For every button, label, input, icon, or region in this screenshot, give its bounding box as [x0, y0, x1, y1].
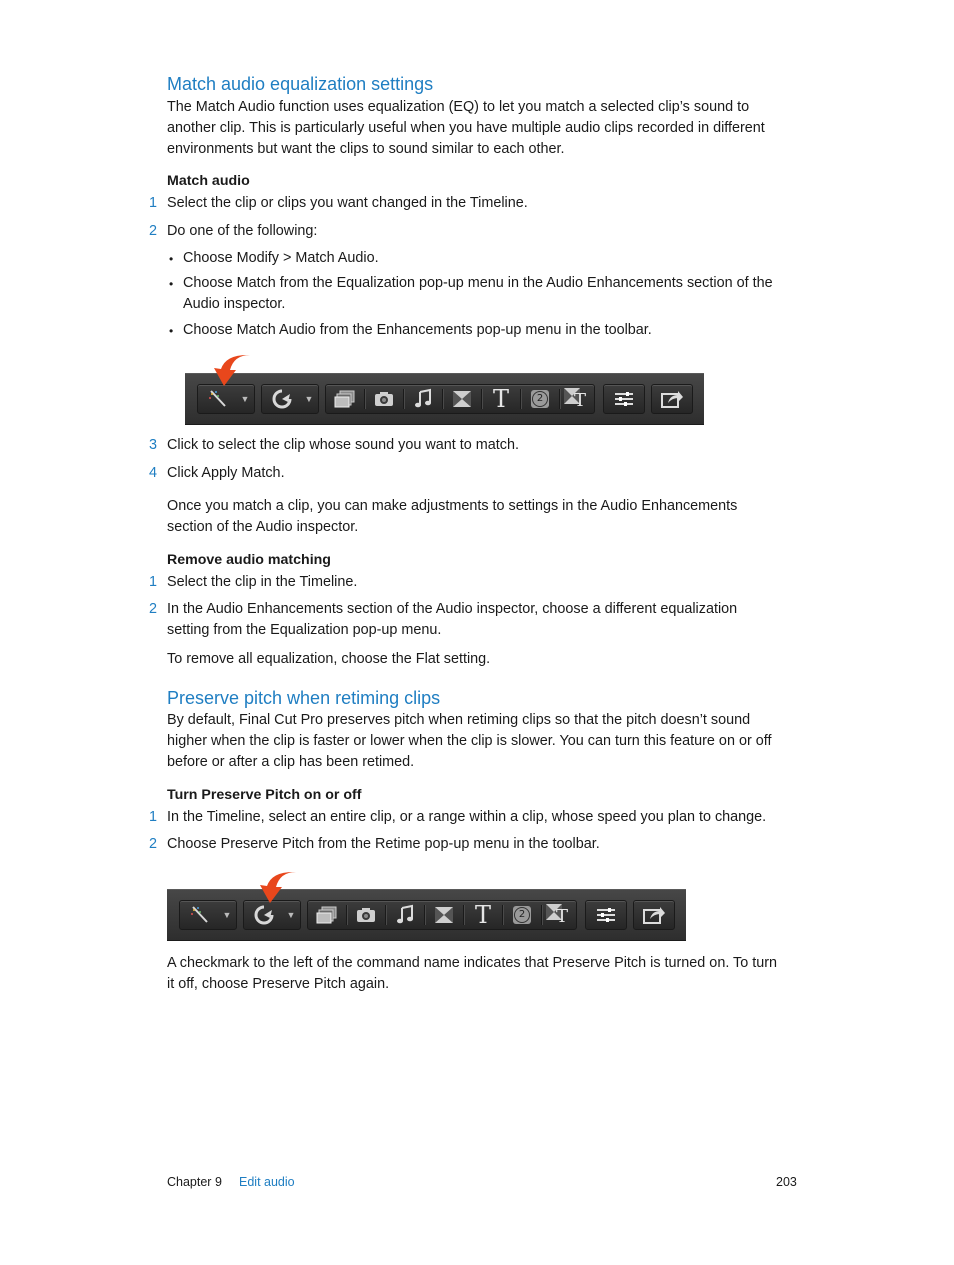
- generators-icon: [503, 901, 541, 929]
- footer-page-number: 203: [776, 1175, 797, 1189]
- step-number: 2: [149, 836, 158, 852]
- step-line: setting from the Equalization pop-up menu.: [167, 621, 442, 638]
- closing-line: it off, choose Preserve Pitch again.: [167, 975, 390, 992]
- section-heading-match-audio: Match audio equalization settings: [167, 74, 434, 94]
- step-text: Click Apply Match.: [167, 465, 285, 481]
- step-text: [167, 599, 797, 641]
- bullet-line: Choose Modify > Match Audio.: [183, 250, 379, 266]
- step-number: 2: [149, 223, 158, 239]
- retime-icon: [262, 385, 302, 413]
- footer-chapter-title[interactable]: Edit audio: [239, 1175, 295, 1189]
- chevron-down-icon: ▼: [286, 910, 296, 920]
- photos-icon: [365, 385, 403, 413]
- media-browser-group: [325, 384, 595, 414]
- step-number: 4: [149, 465, 158, 481]
- chevron-down-icon: ▼: [240, 394, 250, 404]
- bullet: •: [169, 252, 174, 266]
- section-heading-preserve-pitch: Preserve pitch when retiming clips: [167, 688, 441, 708]
- note-line: section of the Audio inspector.: [167, 518, 359, 535]
- chevron-down-icon: ▼: [304, 394, 314, 404]
- intro-line: environments but want the clips to sound similar to each other.: [167, 140, 565, 157]
- intro-line: The Match Audio function uses equalization (EQ) to let you match a selected clip’s sound to: [167, 99, 750, 115]
- footer-chapter-label: Chapter 9: [167, 1175, 222, 1189]
- intro-line: another clip. This is particularly useful when you have multiple audio clips recorded in different: [167, 119, 765, 136]
- themes-title-glyph: T: [574, 390, 587, 411]
- retime-popup: [261, 384, 319, 414]
- note-line: Once you match a clip, you can make adjustments to settings in the Audio Enhancements: [167, 498, 738, 514]
- step-number: 3: [149, 437, 158, 453]
- toolbar-screenshot-enhancements: [185, 373, 704, 425]
- closing-line: A checkmark to the left of the command name indicates that Preserve Pitch is turned on. To turn: [167, 955, 778, 971]
- callout-arrow-icon: [258, 869, 298, 907]
- inspector-icon: [587, 901, 625, 929]
- themes-icon: [558, 385, 594, 413]
- intro-line: higher when the clip is faster or lower when the clip is slower. You can turn this feature on or off: [167, 732, 772, 749]
- step-text: [167, 572, 797, 593]
- music-icon: [404, 385, 442, 413]
- enhancements-popup: [179, 900, 237, 930]
- generator-counter: 2: [532, 391, 548, 407]
- bullet-text: [183, 248, 798, 269]
- step-text: In the Timeline, select an entire clip, or a range within a clip, whose speed you plan to change.: [167, 809, 767, 825]
- step-number: 1: [149, 809, 158, 825]
- generator-counter: 2: [514, 907, 530, 923]
- bullet-text: [183, 273, 798, 315]
- bullet: •: [169, 277, 174, 291]
- step-text: Do one of the following:: [167, 223, 318, 239]
- inspector-icon: [605, 385, 643, 413]
- intro-line: By default, Final Cut Pro preserves pitch when retiming clips so that the pitch doesn’t sound: [167, 712, 751, 728]
- step-number: 1: [149, 195, 158, 211]
- transitions-icon: [425, 901, 463, 929]
- share-icon: [635, 901, 673, 929]
- generators-icon: [521, 385, 559, 413]
- share-button: [651, 384, 693, 414]
- bullet-text: [183, 320, 798, 341]
- browser-icon: [326, 385, 364, 413]
- bullet-line: Audio inspector.: [183, 295, 286, 312]
- bullet-line: Choose Match from the Equalization pop-up menu in the Audio Enhancements section of the: [183, 275, 773, 291]
- themes-icon: [540, 901, 576, 929]
- closing-paragraph: [167, 953, 797, 995]
- photos-icon: [347, 901, 385, 929]
- inspector-button: [603, 384, 645, 414]
- remove-note: To remove all equalization, choose the Flat setting.: [167, 651, 491, 667]
- bullet: •: [169, 324, 174, 338]
- step-text: Click to select the clip whose sound you want to match.: [167, 437, 519, 453]
- inspector-button: [585, 900, 627, 930]
- music-icon: [386, 901, 424, 929]
- task-title-match-audio: Match audio: [167, 173, 250, 189]
- transitions-icon: [443, 385, 481, 413]
- intro-line: before or after a clip has been retimed.: [167, 753, 415, 770]
- titles-icon: T: [492, 385, 509, 413]
- section1-intro: [167, 97, 797, 159]
- match-note: [167, 496, 797, 538]
- enhancements-wand-icon: [180, 901, 220, 929]
- share-icon: [653, 385, 691, 413]
- step-line: Select the clip in the Timeline.: [167, 574, 358, 590]
- titles-icon: T: [474, 901, 491, 929]
- task-title-remove-matching: Remove audio matching: [167, 552, 331, 568]
- section2-intro: [167, 710, 797, 772]
- toolbar-screenshot-retime: [167, 889, 686, 941]
- chevron-down-icon: ▼: [222, 910, 232, 920]
- share-button: [633, 900, 675, 930]
- step-number: 1: [149, 574, 158, 590]
- step-text: Choose Preserve Pitch from the Retime pop-up menu in the toolbar.: [167, 836, 600, 852]
- step-text: Select the clip or clips you want changed in the Timeline.: [167, 195, 528, 211]
- step-number: 2: [149, 601, 158, 617]
- step-line: In the Audio Enhancements section of the Audio inspector, choose a different equalization: [167, 601, 738, 617]
- media-browser-group: [307, 900, 577, 930]
- callout-arrow-icon: [212, 352, 252, 390]
- browser-icon: [308, 901, 346, 929]
- themes-title-glyph: T: [556, 906, 569, 927]
- bullet-line: Choose Match Audio from the Enhancements pop-up menu in the toolbar.: [183, 322, 652, 338]
- task-title-preserve-pitch: Turn Preserve Pitch on or off: [167, 787, 362, 803]
